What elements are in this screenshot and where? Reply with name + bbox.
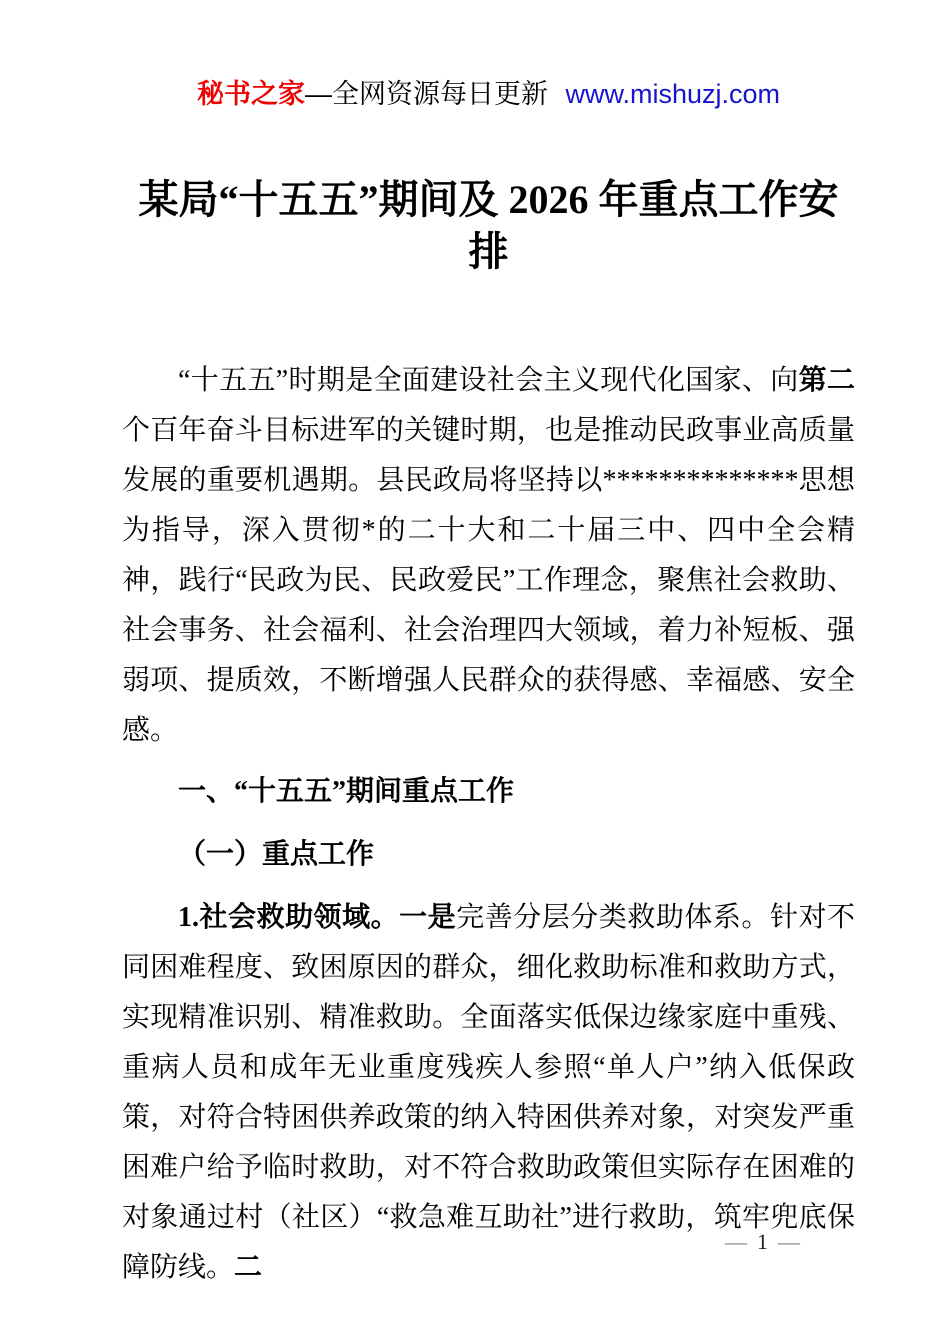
document-body	[122, 356, 855, 1293]
text-run: 1.社会救助领域。一是	[178, 902, 457, 933]
text-run: 个百年奋斗目标进军的关键时期，也是推动民政事业高质量发展的重要机遇期。县民政局将坚持以**************思想为指导，深入贯彻*的二十大和二十届三中、四中全会精神，践行“民政为民、民政爱民”工作理念，聚焦社会救助、社会事务、社会福利、社会治理四大领域，着力补短板、强弱项、提质效，不断增强人民群众的获得感、幸福感、安全感。	[122, 415, 855, 746]
site-header	[122, 78, 855, 110]
paragraph	[122, 356, 855, 756]
page-number-value: 1	[757, 1229, 768, 1254]
section-heading	[122, 830, 855, 880]
text-run: 一、“十五五”期间重点工作	[178, 776, 515, 807]
text-run: 完善分层分类救助体系。针对不同困难程度、致困原因的群众，细化救助标准和救助方式，实现精准识别、精准救助。全面落实低保边缘家庭中重残、重病人员和成年无业重度残疾人参照“单人户”纳入低保政策，对符合特困供养政策的纳入特困供养对象，对突发严重困难户给予临时救助，对不符合救助政策但实际存在困难的对象通过村（社区）“救急难互助社”进行救助，筑牢兜底保障防线。	[122, 902, 855, 1283]
site-tagline: —全网资源每日更新	[304, 79, 548, 109]
site-brand: 秘书之家	[196, 79, 305, 109]
document-title: 某局“十五五”期间及 2026 年重点工作安排	[138, 177, 839, 274]
text-run: “十五五”时期是全面建设社会主义现代化国家、向	[178, 365, 799, 396]
site-url: www.mishuzj.com	[565, 79, 781, 109]
text-run: 第二	[798, 365, 855, 396]
page-number-dash-right: —	[778, 1229, 800, 1254]
text-run: （一）重点工作	[178, 839, 375, 870]
page-number-dash-left: —	[725, 1229, 747, 1254]
page-number	[725, 1230, 800, 1254]
section-heading	[122, 767, 855, 817]
text-run: 二	[234, 1252, 263, 1283]
